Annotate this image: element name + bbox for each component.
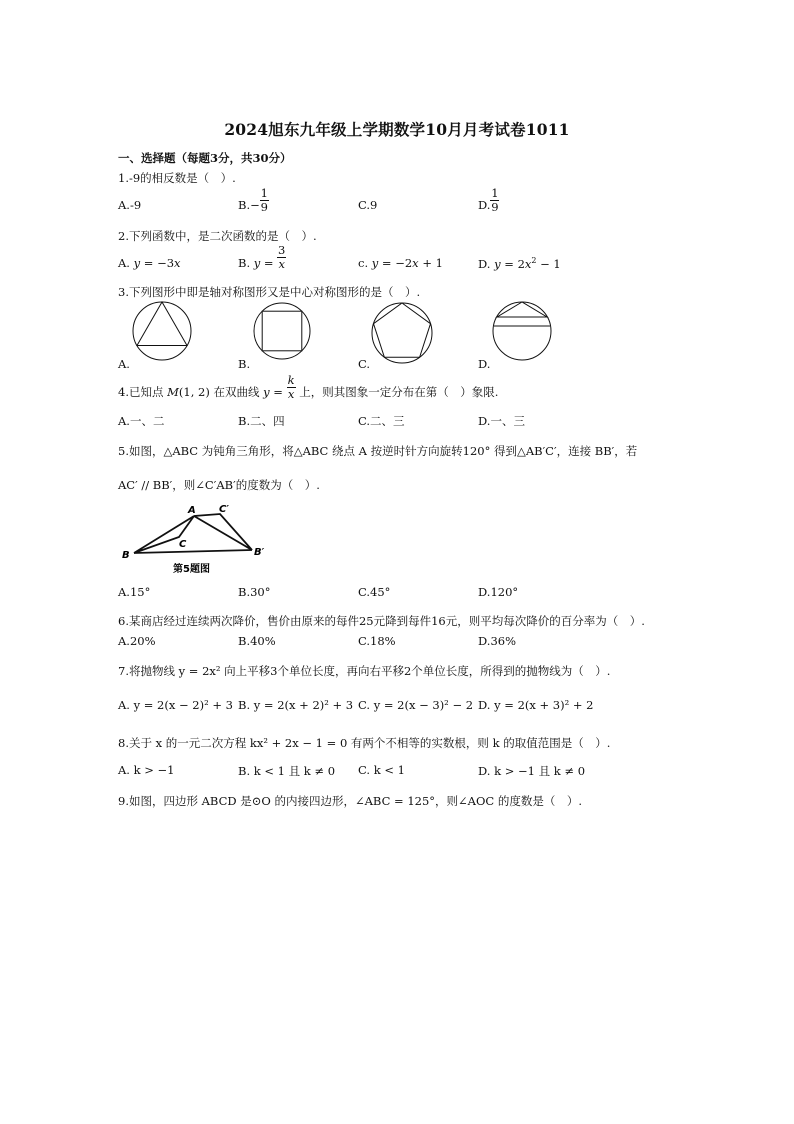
question-7-option-d[interactable]: D. y = 2(x + 3)² + 2 (478, 698, 594, 712)
math: x (174, 256, 181, 270)
question-1-option-d[interactable] (478, 187, 499, 214)
fraction (260, 187, 269, 214)
question-5-option-c[interactable]: C.45° (358, 585, 391, 599)
question-6-stem: 6.某商店经过连续两次降价，售价由原来的每件25元降到每件16元，则平均每次降价的百分率为（ ）. (118, 614, 645, 628)
question-3-option-b[interactable]: B. (238, 357, 251, 371)
figure-5-label-b: B (122, 550, 130, 561)
math: x (412, 256, 419, 270)
question-5-option-d[interactable]: D.120° (478, 585, 519, 599)
question-2-option-c[interactable]: c. y = −2x + 1 (358, 256, 443, 270)
question-7-stem: 7.将抛物线 y = 2x² 向上平移3个单位长度，再向右平移2个单位长度，所得到的抛物线为（ ）. (118, 664, 611, 678)
question-8-option-d[interactable]: D. k > −1 且 k ≠ 0 (478, 764, 586, 778)
question-7-option-b[interactable]: B. y = 2(x + 2)² + 3 (238, 698, 354, 712)
figure-c-circle-pentagon-icon[interactable] (372, 303, 432, 363)
fraction-numerator: 1 (260, 186, 268, 200)
q4-text-b: 上，则其图象一定分布在第（ ）象限. (295, 385, 499, 399)
question-1-stem: 1.-9的相反数是（ ）. (118, 171, 236, 185)
math: y (371, 256, 379, 270)
question-6-option-d[interactable]: D.36% (478, 634, 517, 648)
fraction-numerator: k (287, 373, 295, 387)
question-5-option-a[interactable]: A.15° (118, 585, 151, 599)
question-7-option-a[interactable]: A. y = 2(x − 2)² + 3 (118, 698, 233, 712)
fraction-numerator: 1 (491, 186, 499, 200)
fraction (287, 374, 296, 401)
question-1-option-a[interactable]: A.-9 (118, 198, 142, 212)
question-5-stem: 5.如图，△ABC 为钝角三角形，将△ABC 绕点 A 按逆时针方向旋转120° 得到△AB′C′，连接 BB′，若 (118, 444, 638, 458)
question-2-stem: 2.下列函数中，是二次函数的是（ ）. (118, 229, 317, 243)
question-8-option-b[interactable]: B. k < 1 且 k ≠ 0 (238, 764, 336, 778)
fraction-numerator: 3 (278, 243, 286, 257)
section-heading: 一、选择题（每题3分，共30分） (118, 151, 292, 165)
question-8-option-a[interactable]: A. k > −1 (118, 763, 175, 777)
question-4-option-c[interactable]: C.二、三 (358, 414, 405, 428)
question-2-option-d[interactable]: D. $y = 2x^2 - 1$ (478, 256, 561, 271)
question-3-option-a[interactable]: A. (118, 357, 130, 371)
question-4-option-a[interactable]: A.一、二 (118, 414, 165, 428)
q4-text-a: 4.已知点 M(1, 2) 在双曲线 y = (118, 385, 287, 399)
question-4-option-d[interactable]: D.一、三 (478, 414, 525, 428)
question-5-figure (118, 500, 278, 580)
exam-title: 2024旭东九年级上学期数学10月月考试卷1011 (224, 120, 570, 139)
math: x (524, 256, 532, 271)
figure-5-triangle-ab-prime-c-prime (194, 514, 252, 550)
question-7-option-c[interactable]: C. y = 2(x − 3)² − 2 (358, 698, 474, 712)
figure-a-circle-triangle-icon[interactable] (133, 302, 191, 360)
question-3-option-d[interactable]: D. (478, 357, 491, 371)
question-6-option-b[interactable]: B.40% (238, 634, 276, 648)
question-1-option-b[interactable] (238, 187, 269, 214)
question-8-stem: 8.关于 x 的一元二次方程 kx² + 2x − 1 = 0 有两个不相等的实数根，则 k 的取值范围是（ ）. (118, 736, 611, 750)
question-2-option-b[interactable] (238, 244, 286, 271)
question-3-figures (118, 300, 568, 375)
question-9-stem: 9.如图，四边形 ABCD 是⊙O 的内接四边形，∠ABC = 125°，则∠AOC 的度数是（ ）. (118, 794, 583, 808)
question-3-option-c[interactable]: C. (358, 357, 371, 371)
question-5-option-b[interactable]: B.30° (238, 585, 271, 599)
figure-5-label-c-prime: C′ (219, 504, 229, 515)
fraction (277, 244, 286, 271)
fraction-denominator: x (278, 257, 285, 271)
option-d-prefix: D. (478, 198, 491, 212)
question-4-stem (118, 374, 498, 401)
fraction-denominator: 9 (260, 200, 268, 214)
question-5-stem-line2: AC′ // BB′，则∠C′AB′的度数为（ ）. (118, 478, 320, 492)
option-b-prefix: B.− (238, 198, 260, 212)
fraction-denominator: 9 (491, 200, 499, 214)
math: y (253, 256, 261, 270)
fraction (490, 187, 499, 214)
question-6-option-c[interactable]: C.18% (358, 634, 396, 648)
figure-5-label-a: A (188, 505, 196, 516)
exponent: 2 (531, 256, 537, 265)
question-6-option-a[interactable]: A.20% (118, 634, 156, 648)
figure-5-label-c: C (179, 539, 187, 550)
question-1-option-c[interactable]: C.9 (358, 198, 378, 212)
figure-5-segment-bb-prime (134, 550, 252, 553)
question-8-option-c[interactable]: C. k < 1 (358, 763, 405, 777)
question-2-option-a[interactable]: A. y = −3x (118, 256, 181, 270)
math: y (133, 256, 141, 270)
figure-d-circle-chord-icon[interactable] (493, 302, 551, 360)
option-b-prefix: B. y = (238, 256, 278, 270)
fraction-denominator: x (287, 387, 295, 401)
math: M (167, 385, 179, 399)
figure-b-circle-square-icon[interactable] (254, 303, 310, 359)
figure-5-caption: 第5题图 (173, 564, 210, 575)
math: y (494, 256, 501, 271)
math: y (263, 385, 270, 399)
figure-5-label-b-prime: B′ (254, 547, 265, 558)
question-4-option-b[interactable]: B.二、四 (238, 414, 285, 428)
question-3-stem: 3.下列图形中即是轴对称图形又是中心对称图形的是（ ）. (118, 285, 421, 299)
